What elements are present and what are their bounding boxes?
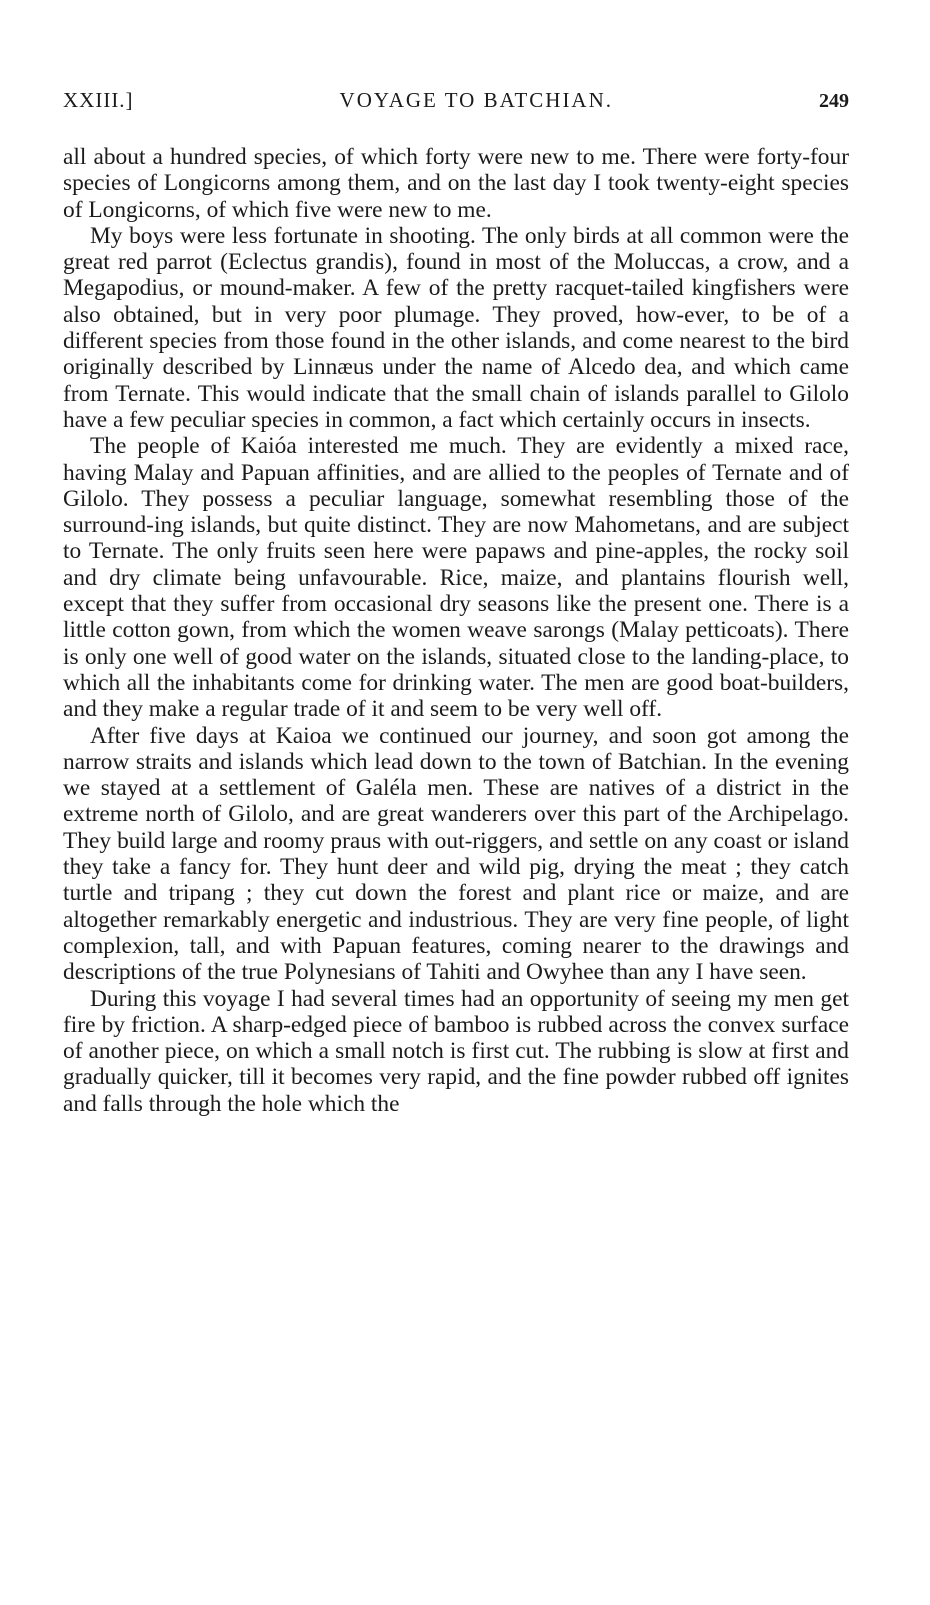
running-title: VOYAGE TO BATCHIAN.	[339, 88, 614, 112]
paragraph-kaioa-people: The people of Kaióa interested me much. They are evidently a mixed race, having Malay and Papuan affinities, and are allied to the peoples of Ternate and of Gilolo. They possess a peculiar language, somewhat resembling those of the surround-ing islands, but quite distinct. They are now Mahometans, and are subject to Ternate. The only fruits seen here were papaws and pine-apples, the rocky soil and dry climate being unfavourable. Rice, maize, and plantains flourish well, except that they suffer from occasional dry seasons like the present one. There is a little cotton gown, from which the women weave sarongs (Malay petticoats). There is only one well of good water on the islands, situated close to the landing-place, to which all the inhabitants come for drinking water. The men are good boat-builders, and they make a regular trade of it and seem to be very well off.	[63, 433, 849, 723]
running-header	[63, 88, 849, 124]
body-text	[63, 144, 849, 1117]
paragraph-fire-by-friction: During this voyage I had several times had an opportunity of seeing my men get fire by friction. A sharp-edged piece of bamboo is rubbed across the convex surface of another piece, on which a small notch is first cut. The rubbing is slow at first and gradually quicker, till it becomes very rapid, and the fine powder rubbed off ignites and falls through the hole which the	[63, 985, 849, 1117]
page-number: 249	[819, 90, 849, 112]
paragraph-galela-men: After five days at Kaioa we continued our journey, and soon got among the narrow straits and islands which lead down to the town of Batchian. In the evening we stayed at a settlement of Galéla men. These are natives of a district in the extreme north of Gilolo, and are great wanderers over this part of the Archipelago. They build large and roomy praus with out-riggers, and settle on any coast or island they take a fancy for. They hunt deer and wild pig, drying the meat ; they catch turtle and tripang ; they cut down the forest and plant rice or maize, and are altogether remarkably energetic and industrious. They are very fine people, of light complexion, tall, and with Papuan features, coming nearer to the drawings and descriptions of the true Polynesians of Tahiti and Owyhee than any I have seen.	[63, 722, 849, 986]
chapter-number: XXIII.]	[63, 88, 134, 112]
paragraph-birds: My boys were less fortunate in shooting. The only birds at all common were the great red parrot (Eclectus grandis), found in most of the Moluccas, a crow, and a Megapodius, or mound-maker. A few of the pretty racquet-tailed kingfishers were also obtained, but in very poor plumage. They proved, how-ever, to be of a different species from those found in the other islands, and come nearest to the bird originally described by Linnæus under the name of Alcedo dea, and which came from Ternate. This would indicate that the small chain of islands parallel to Gilolo have a few peculiar species in common, a fact which certainly occurs in insects.	[63, 222, 849, 433]
book-page	[63, 88, 849, 1117]
paragraph-continued: all about a hundred species, of which forty were new to me. There were forty-four species of Longicorns among them, and on the last day I took twenty-eight species of Longicorns, of which five were new to me.	[63, 144, 849, 223]
